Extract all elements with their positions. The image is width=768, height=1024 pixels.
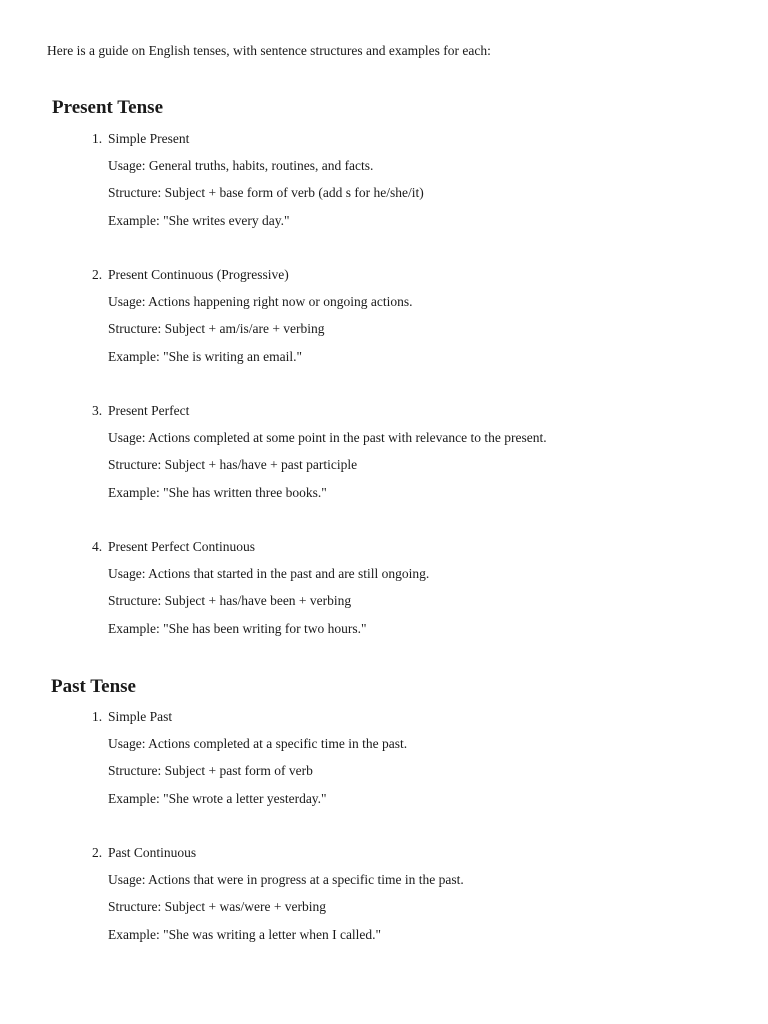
tense-example: Example: "She wrote a letter yesterday.": [108, 791, 327, 806]
tense-number: 2.: [92, 845, 103, 860]
tense-structure: Structure: Subject + has/have + past participle: [108, 457, 358, 472]
tense-name: Simple Past: [108, 709, 173, 724]
tense-title: [92, 844, 196, 862]
tense-name: Past Continuous: [108, 845, 197, 860]
tense-number: 3.: [92, 403, 103, 418]
tense-structure: Structure: Subject + past form of verb: [108, 763, 313, 778]
tense-example: Example: "She writes every day.": [108, 213, 290, 228]
tense-structure: Structure: Subject + am/is/are + verbing: [108, 321, 325, 336]
tense-name: Present Perfect: [108, 403, 190, 418]
tense-example: Example: "She has been writing for two hours.": [108, 621, 367, 636]
tense-title: [92, 538, 255, 556]
tense-example: Example: "She is writing an email.": [108, 349, 302, 364]
tense-number: 1.: [92, 131, 103, 146]
intro-text: Here is a guide on English tenses, with sentence structures and examples for each:: [47, 43, 491, 58]
tense-usage: Usage: Actions that started in the past and are still ongoing.: [108, 566, 430, 581]
tense-structure: Structure: Subject + was/were + verbing: [108, 899, 327, 914]
tense-name: Present Continuous (Progressive): [108, 267, 289, 282]
tense-usage: Usage: Actions that were in progress at a specific time in the past.: [108, 872, 464, 887]
tense-usage: Usage: Actions completed at some point in the past with relevance to the present.: [108, 430, 547, 445]
tense-usage: Usage: Actions happening right now or ongoing actions.: [108, 294, 413, 309]
tense-title: [92, 708, 172, 726]
tense-title: [92, 266, 289, 284]
tense-example: Example: "She has written three books.": [108, 485, 327, 500]
tense-structure: Structure: Subject + has/have been + verbing: [108, 593, 352, 608]
tense-title: [92, 402, 189, 420]
tense-usage: Usage: General truths, habits, routines, and facts.: [108, 158, 374, 173]
section-heading-past: Past Tense: [51, 676, 136, 697]
tense-example: Example: "She was writing a letter when I called.": [108, 927, 382, 942]
tense-name: Simple Present: [108, 131, 190, 146]
tense-number: 4.: [92, 539, 103, 554]
tense-structure: Structure: Subject + base form of verb (add s for he/she/it): [108, 185, 424, 200]
tense-number: 2.: [92, 267, 103, 282]
tense-title: [92, 130, 189, 148]
tense-usage: Usage: Actions completed at a specific time in the past.: [108, 736, 408, 751]
tense-number: 1.: [92, 709, 103, 724]
section-heading-present: Present Tense: [52, 97, 164, 118]
tense-name: Present Perfect Continuous: [108, 539, 255, 554]
